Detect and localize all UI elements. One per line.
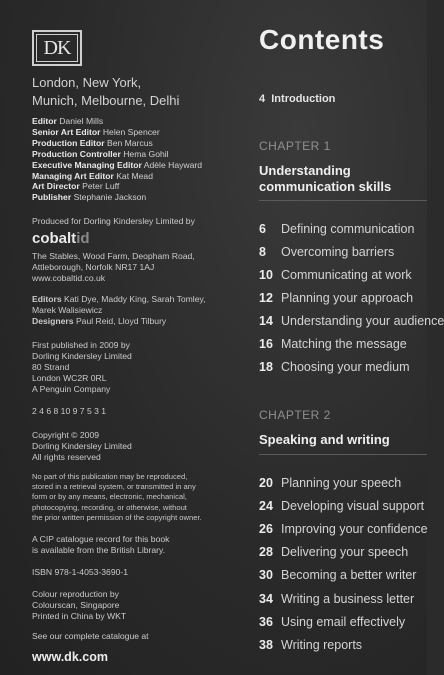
toc-entry[interactable] (259, 499, 424, 513)
chapter-title-line: Understanding (259, 163, 351, 178)
toc-page-number: 12 (259, 291, 273, 305)
toc-entry-label: Introduction (271, 93, 336, 105)
toc-page-number: 4 (259, 93, 266, 105)
toc-entry[interactable] (259, 522, 428, 536)
toc-entry[interactable] (259, 314, 444, 328)
credit-name: Adèle Hayward (143, 159, 203, 170)
divider (259, 454, 427, 455)
toc-page-number: 18 (259, 360, 273, 374)
colour-reproduction (32, 589, 242, 622)
toc-page-number: 10 (259, 268, 273, 282)
credit-name: Ben Marcus (106, 137, 153, 148)
publish-line: London WC2R 0RL (32, 372, 107, 383)
toc-entry[interactable] (259, 268, 412, 282)
toc-entry-label: Improving your confidence (281, 522, 428, 536)
toc-entry-label: Writing a business letter (281, 592, 415, 606)
toc-page-number: 8 (259, 245, 266, 259)
toc-page-number: 24 (259, 499, 273, 513)
editors-names-cont: Marek Walisiewicz (32, 304, 103, 315)
credit-row (32, 171, 242, 182)
designers-label: Designers (32, 315, 74, 326)
credit-name: Kat Mead (116, 170, 153, 181)
first-published (32, 340, 242, 395)
toc-page-number: 14 (259, 314, 273, 328)
publish-line: First published in 2009 by (32, 340, 130, 350)
rights-line: No part of this publication may be reproduced, (32, 472, 188, 481)
credit-name: Stephanie Jackson (73, 192, 147, 203)
copyright (32, 430, 242, 463)
colour-line: Colourscan, Singapore (32, 599, 120, 610)
chapter-2-label: CHAPTER 2 (259, 408, 331, 422)
toc-entry[interactable] (259, 592, 414, 606)
credit-name: Helen Spencer (102, 126, 160, 137)
toc-entry-label: Delivering your speech (281, 545, 409, 559)
publisher-cities (32, 74, 222, 110)
toc-entry-introduction[interactable] (259, 93, 335, 105)
editors-block (32, 294, 242, 327)
publish-line: 80 Strand (32, 361, 70, 372)
publish-line: Dorling Kindersley Limited (32, 350, 132, 361)
toc-entry[interactable] (259, 568, 416, 582)
credit-row (32, 138, 242, 149)
copyright-line: All rights reserved (32, 451, 101, 462)
editors-label: Editors (32, 294, 62, 304)
website-link[interactable]: www.dk.com (32, 650, 108, 664)
cobalt-logo (32, 230, 90, 247)
colour-line: Printed in China by WKT (32, 610, 127, 621)
credit-row (32, 192, 242, 203)
editors-names: Kati Dye, Maddy King, Sarah Tomley, (64, 294, 206, 304)
toc-entry-label: Choosing your medium (281, 360, 410, 374)
credit-role: Production Controller (32, 148, 121, 159)
copyright-line: Copyright © 2009 (32, 430, 100, 440)
cobalt-address (32, 251, 242, 284)
cities-line: Munich, Melbourne, Delhi (32, 93, 180, 108)
rights-line: photocopying, recording, or otherwise, without (32, 502, 187, 512)
toc-entry-label: Planning your approach (281, 291, 414, 305)
toc-entry-label: Communicating at work (281, 268, 412, 282)
credit-name: Hema Gohil (123, 148, 169, 159)
designers-names: Paul Reid, Lloyd Tilbury (75, 315, 167, 326)
toc-entry[interactable] (259, 337, 407, 351)
toc-page-number: 6 (259, 222, 266, 236)
toc-entry[interactable] (259, 291, 413, 305)
print-line: 2 4 6 8 10 9 7 5 3 1 (32, 406, 107, 416)
credit-role: Managing Art Editor (32, 170, 114, 181)
toc-entry-label: Defining communication (281, 222, 415, 236)
credit-row (32, 149, 242, 160)
rights-line: the prior written permission of the copyright owner. (32, 512, 202, 522)
cobalt-logo-main: cobalt (32, 230, 77, 247)
toc-page-number: 26 (259, 522, 273, 536)
toc-page-number: 16 (259, 337, 273, 351)
credit-name: Peter Luff (82, 181, 120, 192)
divider (259, 200, 427, 201)
copyright-line: Dorling Kindersley Limited (32, 440, 132, 451)
publish-line: A Penguin Company (32, 383, 111, 394)
catalogue-text: See our complete catalogue at (32, 631, 149, 641)
cip-record (32, 534, 242, 556)
produced-for: Produced for Dorling Kindersley Limited by (32, 216, 195, 226)
chapter-1-title (259, 163, 424, 194)
rights-notice (32, 472, 232, 523)
toc-entry-label: Planning your speech (281, 476, 402, 490)
toc-entry-label: Developing visual support (281, 499, 425, 513)
toc-page-number: 38 (259, 638, 273, 652)
cip-line: A CIP catalogue record for this book (32, 534, 170, 544)
credit-role: Art Director (32, 181, 80, 192)
toc-entry-label: Using email effectively (281, 615, 406, 629)
toc-entry[interactable] (259, 638, 362, 652)
credit-role: Editor (32, 116, 57, 126)
rights-line: form or by any means, electronic, mechanical, (32, 492, 187, 502)
colour-line: Colour reproduction by (32, 589, 119, 599)
credit-name: Daniel Mills (59, 116, 104, 126)
toc-entry[interactable] (259, 476, 401, 490)
chapter-1-label: CHAPTER 1 (259, 139, 331, 153)
toc-page-number: 20 (259, 476, 273, 490)
credit-role: Publisher (32, 192, 72, 203)
credit-row (32, 160, 242, 171)
toc-page-number: 30 (259, 568, 273, 582)
cities-line: London, New York, (32, 75, 142, 90)
toc-entry[interactable] (259, 222, 414, 236)
address-line: The Stables, Wood Farm, Deopham Road, (32, 251, 195, 261)
toc-page-number: 34 (259, 592, 273, 606)
rights-line: stored in a retrieval system, or transmitted in any (32, 482, 196, 492)
toc-entry[interactable] (259, 245, 394, 259)
chapter-2-title (259, 432, 424, 448)
credit-role: Executive Managing Editor (32, 159, 142, 170)
chapter-title-line: communication skills (259, 178, 392, 194)
credit-role: Production Editor (32, 137, 105, 148)
address-line: www.cobaltid.co.uk (32, 272, 106, 283)
credit-row (32, 116, 242, 127)
credit-row (32, 181, 242, 192)
toc-entry[interactable] (259, 360, 410, 374)
toc-page-number: 36 (259, 615, 273, 629)
credit-row (32, 127, 242, 138)
address-line: Attleborough, Norfolk NR17 1AJ (32, 261, 155, 272)
toc-entry-label: Matching the message (281, 337, 407, 351)
credit-role: Senior Art Editor (32, 126, 101, 137)
contents-title: Contents (259, 24, 385, 55)
toc-entry-label: Writing reports (281, 638, 363, 652)
toc-entry-label: Becoming a better writer (281, 568, 417, 582)
toc-entry-label: Overcoming barriers (281, 245, 395, 259)
toc-entry[interactable] (259, 615, 405, 629)
dk-logo (32, 30, 82, 66)
toc-entry-label: Understanding your audience (281, 314, 444, 328)
toc-entry[interactable] (259, 545, 408, 559)
cobalt-logo-id: id (76, 230, 90, 247)
toc-page-number: 28 (259, 545, 273, 559)
credits-list (32, 116, 242, 203)
cip-line: is available from the British Library. (32, 544, 166, 555)
dk-logo-text: DK (36, 34, 78, 62)
chapter-title-line: Speaking and writing (259, 432, 390, 447)
isbn: ISBN 978-1-4053-3690-1 (32, 567, 129, 577)
